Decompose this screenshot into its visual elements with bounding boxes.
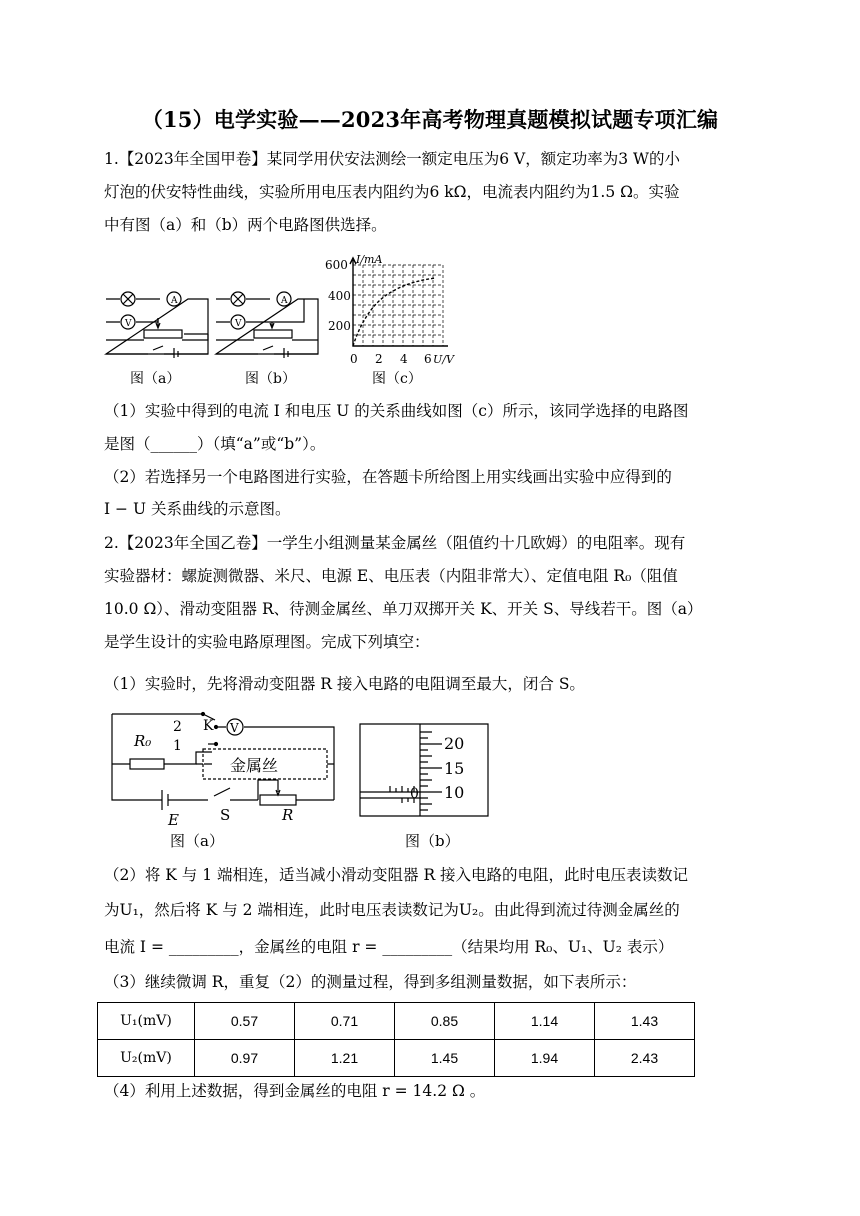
q2-circuit-a [100,708,345,828]
q1-fig-b-caption: 图（b） [245,371,296,387]
q2-sub4-line: （4）利用上述数据，得到金属丝的电阻 r = 14.2 Ω 。 [104,1082,486,1100]
table-cell: 2.43 [595,1040,695,1077]
q2-fig-a-caption: 图（a） [170,832,224,850]
q2-fig-b-caption: 图（b） [405,832,460,850]
iu-curve [353,278,436,346]
svg-text:A: A [281,296,288,306]
q2-line-2: 实验器材：螺旋测微器、米尺、电源 E、电压表（内阻非常大）、定值电阻 R₀（阻值 [104,567,678,585]
q2-sub2-line-1: （2）将 K 与 1 端相连，适当减小滑动变阻器 R 接入电路的电阻，此时电压表读数记 [104,866,689,884]
x-tick-0: 0 [350,352,358,366]
table-cell: 1.94 [495,1040,595,1077]
q1-iu-graph [320,252,460,370]
micrometer-10: 10 [444,783,465,802]
q2-line-5: （1）实验时，先将滑动变阻器 R 接入电路的电阻调至最大，闭合 S。 [104,675,585,693]
table-cell: 0.97 [195,1040,295,1077]
table-row [98,1003,695,1040]
q1-sub2-line-2: I − U 关系曲线的示意图。 [104,500,291,518]
row-header-u2: U₂(mV) [98,1040,195,1077]
graph-axes [353,260,448,346]
s-label: S [220,806,231,824]
metal-wire-label: 金属丝 [230,756,279,775]
q2-line-4: 是学生设计的实验电路原理图。完成下列填空： [104,633,430,651]
q1-circuit-b [210,288,330,358]
q1-sub1-line-1: （1）实验中得到的电流 I 和电压 U 的关系曲线如图（c）所示，该同学选择的电路图 [104,402,689,420]
q2-sub2-line-2: 为U₁，然后将 K 与 2 端相连，此时电压表读数记为U₂。由此得到流过待测金属丝的 [104,901,680,919]
q1-line-2: 灯泡的伏安特性曲线，实验所用电压表内阻约为6 kΩ，电流表内阻约为1.5 Ω。实验 [104,183,680,201]
table-cell: 1.21 [295,1040,395,1077]
table-cell: 0.57 [195,1003,295,1040]
q1-circuit-a [100,288,220,358]
q1-fig-a-caption: 图（a） [130,371,181,387]
y-tick-200: 200 [328,319,351,333]
q1-sub2-line-1: （2）若选择另一个电路图进行实验，在答题卡所给图上用实线画出实验中应得到的 [104,468,672,486]
q2-micrometer [350,708,510,828]
e-label: E [168,811,179,828]
r-label: R [282,806,294,824]
micrometer-0: 0 [410,786,419,802]
x-tick-4: 4 [400,352,408,366]
x-axis-label: U/V [433,353,454,366]
micrometer-15: 15 [444,759,465,778]
table-cell: 0.85 [395,1003,495,1040]
x-tick-2: 2 [375,352,383,366]
q1-line-3: 中有图（a）和（b）两个电路图供选择。 [104,216,387,234]
table-cell: 1.43 [595,1003,695,1040]
table-cell: 1.45 [395,1040,495,1077]
q2-sub2-line-3: 电流 I = _________，金属丝的电阻 r = _________（结果均用 R₀、U₁、U₂ 表示） [104,938,674,956]
y-axis-label: I/mA [356,253,383,266]
table-cell: 1.14 [495,1003,595,1040]
k-label: K [203,718,214,734]
pos2-label: 2 [173,719,182,735]
measurement-table [97,1002,695,1077]
svg-text:V: V [125,319,132,329]
svg-text:V: V [235,319,242,329]
q2-line-3: 10.0 Ω）、滑动变阻器 R、待测金属丝、单刀双掷开关 K、开关 S、导线若干。图（a） [104,600,703,618]
micrometer-20: 20 [444,734,465,753]
pos1-label: 1 [173,738,182,754]
r0-label: R₀ [134,732,152,750]
q2-line-1: 2.【2023年全国乙卷】一学生小组测量某金属丝（阻值约十几欧姆）的电阻率。现有 [104,534,686,552]
q1-fig-c-caption: 图（c） [372,371,422,387]
svg-text:A: A [171,296,178,306]
y-tick-600: 600 [325,258,348,272]
table-row [98,1040,695,1077]
row-header-u1: U₁(mV) [98,1003,195,1040]
y-tick-400: 400 [328,289,351,303]
voltmeter-label: V [230,721,239,735]
table-cell: 0.71 [295,1003,395,1040]
page-title: （15）电学实验——2023年高考物理真题模拟试题专项汇编 [141,107,719,132]
q1-sub1-line-2: 是图（______）（填“a”或“b”）。 [104,435,326,453]
graph-grid [353,265,443,346]
q1-line-1: 1.【2023年全国甲卷】某同学用伏安法测绘一额定电压为6 V，额定功率为3 W的小 [104,150,680,168]
q2-sub3-line: （3）继续微调 R，重复（2）的测量过程，得到多组测量数据，如下表所示： [104,973,637,991]
x-tick-6: 6 [424,352,432,366]
